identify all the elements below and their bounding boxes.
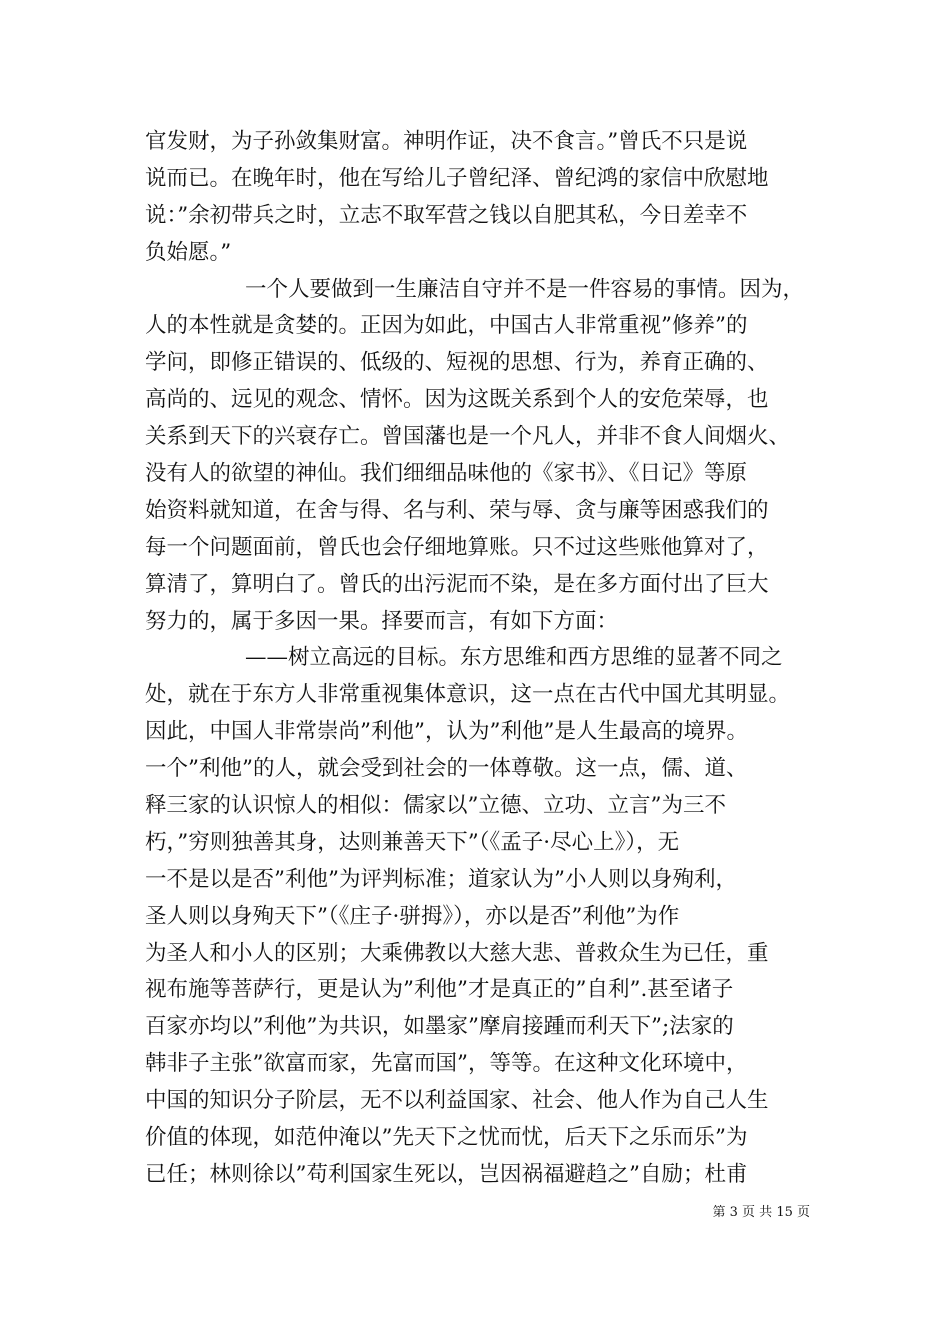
text-line: 算清了，算明白了。曾氏的出污泥而不染，是在多方面付出了巨大 [145,571,769,597]
text-line: 始资料就知道，在舍与得、名与利、荣与辱、贪与廉等困惑我们的 [145,497,769,523]
text-line: 百家亦均以”利他”为共识，如墨家”摩肩接踵而利天下”;法家的 [145,1014,734,1040]
text-line: 人的本性就是贪婪的。正因为如此，中国古人非常重视”修养”的 [145,313,748,339]
text-line: 释三家的认识惊人的相似：儒家以”立德、立功、立言”为三不 [145,793,726,819]
text-line: 一不是以是否”利他”为评判标准；道家认为”小人则以身殉利， [145,866,737,892]
text-line: 高尚的、远见的观念、情怀。因为这既关系到个人的安危荣辱，也 [145,387,769,413]
paragraph-first-line: ——树立高远的目标。东方思维和西方思维的显著不同之 [245,645,783,671]
text-line: 每一个问题面前，曾氏也会仔细地算账。只不过这些账他算对了， [145,534,769,560]
text-line: 朽，”穷则独善其身，达则兼善天下”（《孟子·尽心上》），无 [145,829,680,855]
body-text [145,124,810,1194]
text-line: 学问，即修正错误的、低级的、短视的思想、行为，养育正确的、 [145,350,769,376]
text-line: 圣人则以身殉天下”（《庄子·骈拇》），亦以是否”利他”为作 [145,903,680,929]
text-line: 韩非子主张”欲富而家，先富而国”，等等。在这种文化环境中， [145,1051,748,1077]
page-number-footer: 第 3 页 共 15 页 [712,1205,810,1220]
text-line: 没有人的欲望的神仙。我们细细品味他的《家书》、《日记》等原 [145,461,748,487]
text-line: 因此，中国人非常崇尚”利他”，认为”利他”是人生最高的境界。 [145,719,748,745]
text-line: 为圣人和小人的区别；大乘佛教以大慈大悲、普救众生为已任，重 [145,940,769,966]
text-line: 一个”利他”的人，就会受到社会的一体尊敬。这一点，儒、道、 [145,756,748,782]
text-line: 中国的知识分子阶层，无不以利益国家、社会、他人作为自己人生 [145,1088,769,1114]
text-line: 官发财，为子孙敛集财富。神明作证，决不食言。”曾氏不只是说 [145,129,748,154]
text-line: 说：”余初带兵之时，立志不取军营之钱以自肥其私，今日差幸不 [145,202,748,228]
text-line: 说而已。在晚年时，他在写给儿子曾纪泽、曾纪鸿的家信中欣慰地 [145,165,769,191]
text-line: 负始愿。” [145,239,232,265]
text-line: 已任；林则徐以”苟利国家生死以，岂因祸福避趋之”自励；杜甫 [145,1161,748,1187]
text-line: 处，就在于东方人非常重视集体意识，这一点在古代中国尤其明显。 [145,682,791,708]
text-line: 关系到天下的兴衰存亡。曾国藩也是一个凡人，并非不食人间烟火、 [145,424,791,450]
paragraph-first-line: 一个人要做到一生廉洁自守并不是一件容易的事情。因为， [245,276,805,302]
text-line: 价值的体现，如范仲淹以”先天下之忧而忧，后天下之乐而乐”为 [145,1125,748,1151]
text-line: 视布施等菩萨行，更是认为”利他”才是真正的”自利”.甚至诸子 [145,977,734,1003]
text-line: 努力的，属于多因一果。择要而言，有如下方面： [145,608,619,634]
